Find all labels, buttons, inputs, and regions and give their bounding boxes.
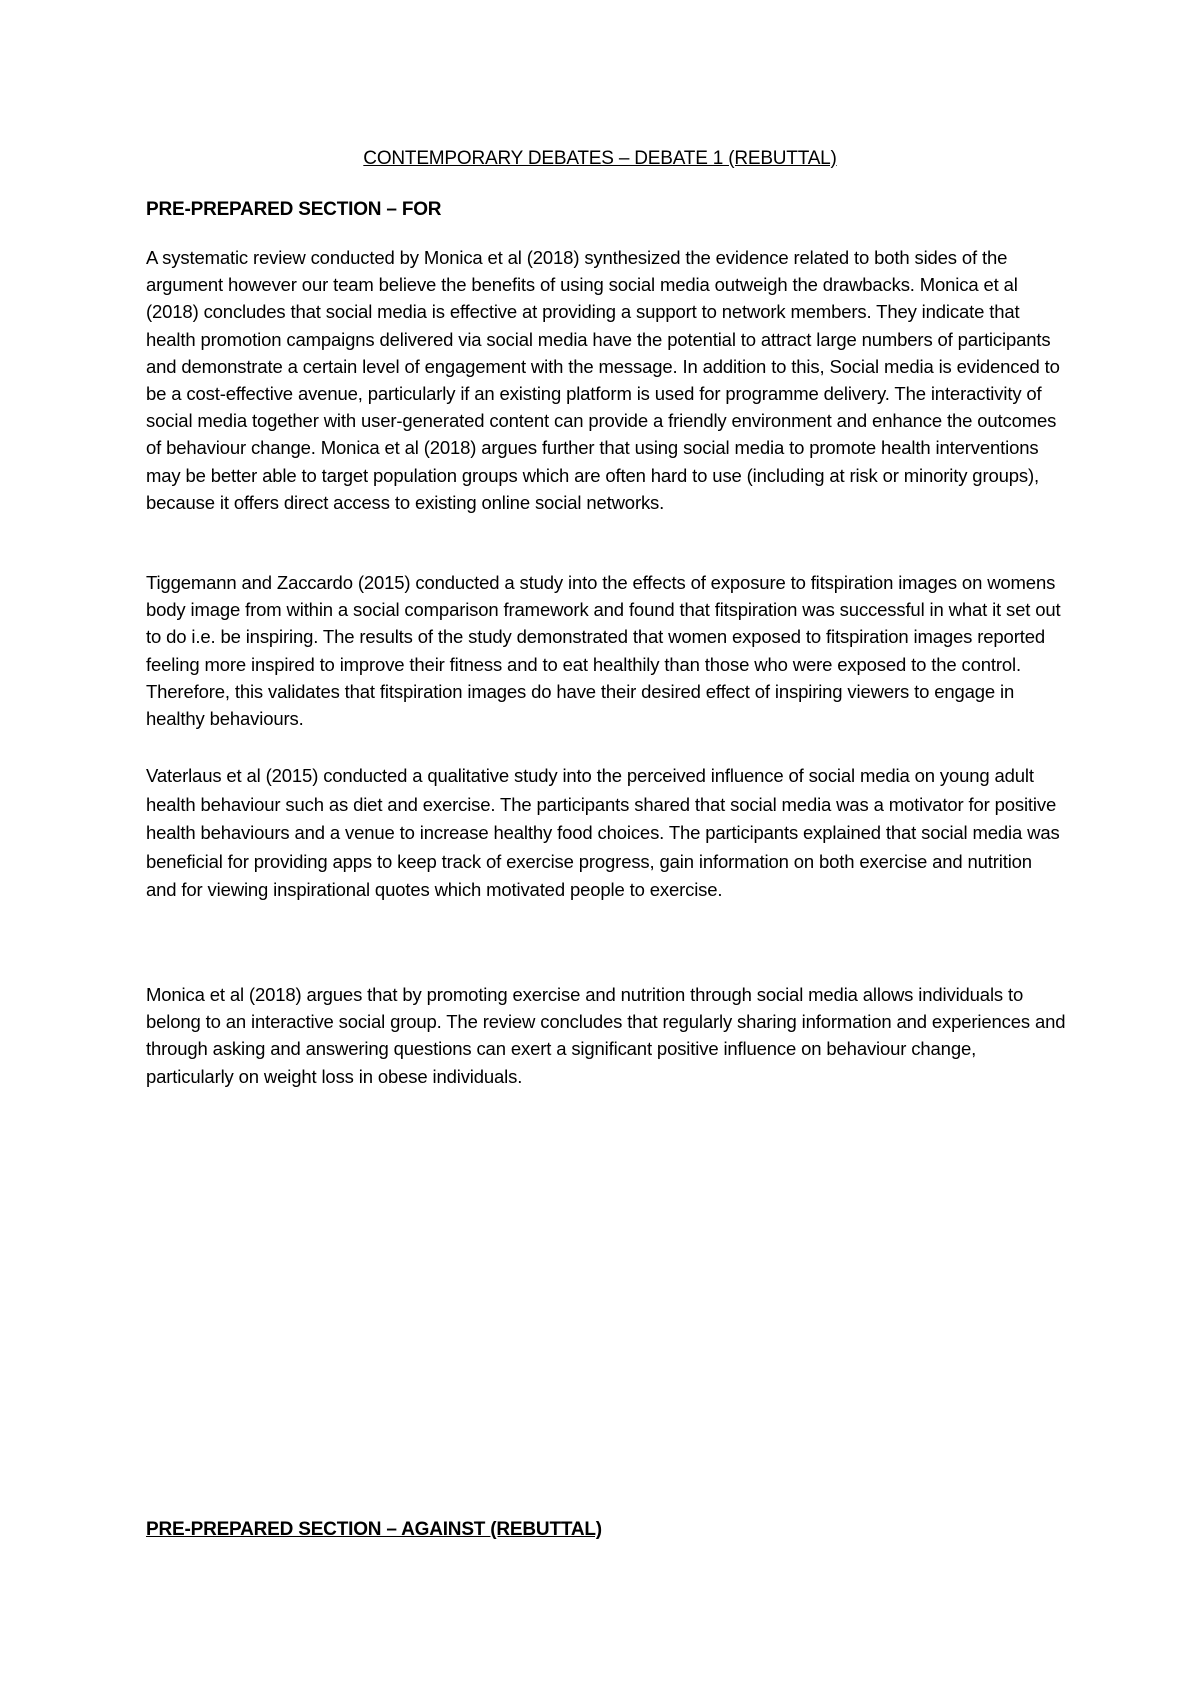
paragraph-qualitative-study: Vaterlaus et al (2015) conducted a qualitative study into the perceived influence of social media on young adult health behaviour such as diet and exercise. The participants shared that social media was a motivator for positive health behaviours and a venue to increase healthy food choices. The participants explained that social media was beneficial for providing apps to keep track of exercise progress, gain information on both exercise and nutrition and for viewing inspirational quotes which motivated people to exercise. xyxy=(146,765,1060,901)
paragraph-social-group: Monica et al (2018) argues that by promoting exercise and nutrition through social media allows individuals to belong to an interactive social group. The review concludes that regularly sharing information and experiences and through asking and answering questions can exert a significant positive influence on behaviour change, particularly on weight loss in obese individuals. xyxy=(146,984,1066,1087)
section-heading-for: PRE-PREPARED SECTION – FOR xyxy=(146,199,442,220)
paragraph-systematic-review: A systematic review conducted by Monica et al (2018) synthesized the evidence related to both sides of the argument however our team believe the benefits of using social media outweigh the drawbacks. Monica et al (2018) concludes that social media is effective at providing a support to network members. They indicate that health promotion campaigns delivered via social media have the potential to attract large numbers of participants and demonstrate a certain level of engagement with the message. In addition to this, Social media is evidenced to be a cost-effective avenue, particularly if an existing platform is used for programme delivery. The interactivity of social media together with user-generated content can provide a friendly environment and enhance the outcomes of behaviour change. Monica et al (2018) argues further that using social media to promote health interventions may be better able to target population groups which are often hard to use (including at risk or minority groups), because it offers direct access to existing online social networks. xyxy=(146,247,1060,513)
document-title: CONTEMPORARY DEBATES – DEBATE 1 (REBUTTAL) xyxy=(363,148,837,169)
section-heading-against: PRE-PREPARED SECTION – AGAINST (REBUTTAL) xyxy=(146,1519,602,1540)
paragraph-fitspiration-study: Tiggemann and Zaccardo (2015) conducted a study into the effects of exposure to fitspiration images on womens body image from within a social comparison framework and found that fitspiration was successful in what it set out to do i.e. be inspiring. The results of the study demonstrated that women exposed to fitspiration images reported feeling more inspired to improve their fitness and to eat healthily than those who were exposed to the control. Therefore, this validates that fitspiration images do have their desired effect of inspiring viewers to engage in healthy behaviours. xyxy=(146,572,1061,730)
